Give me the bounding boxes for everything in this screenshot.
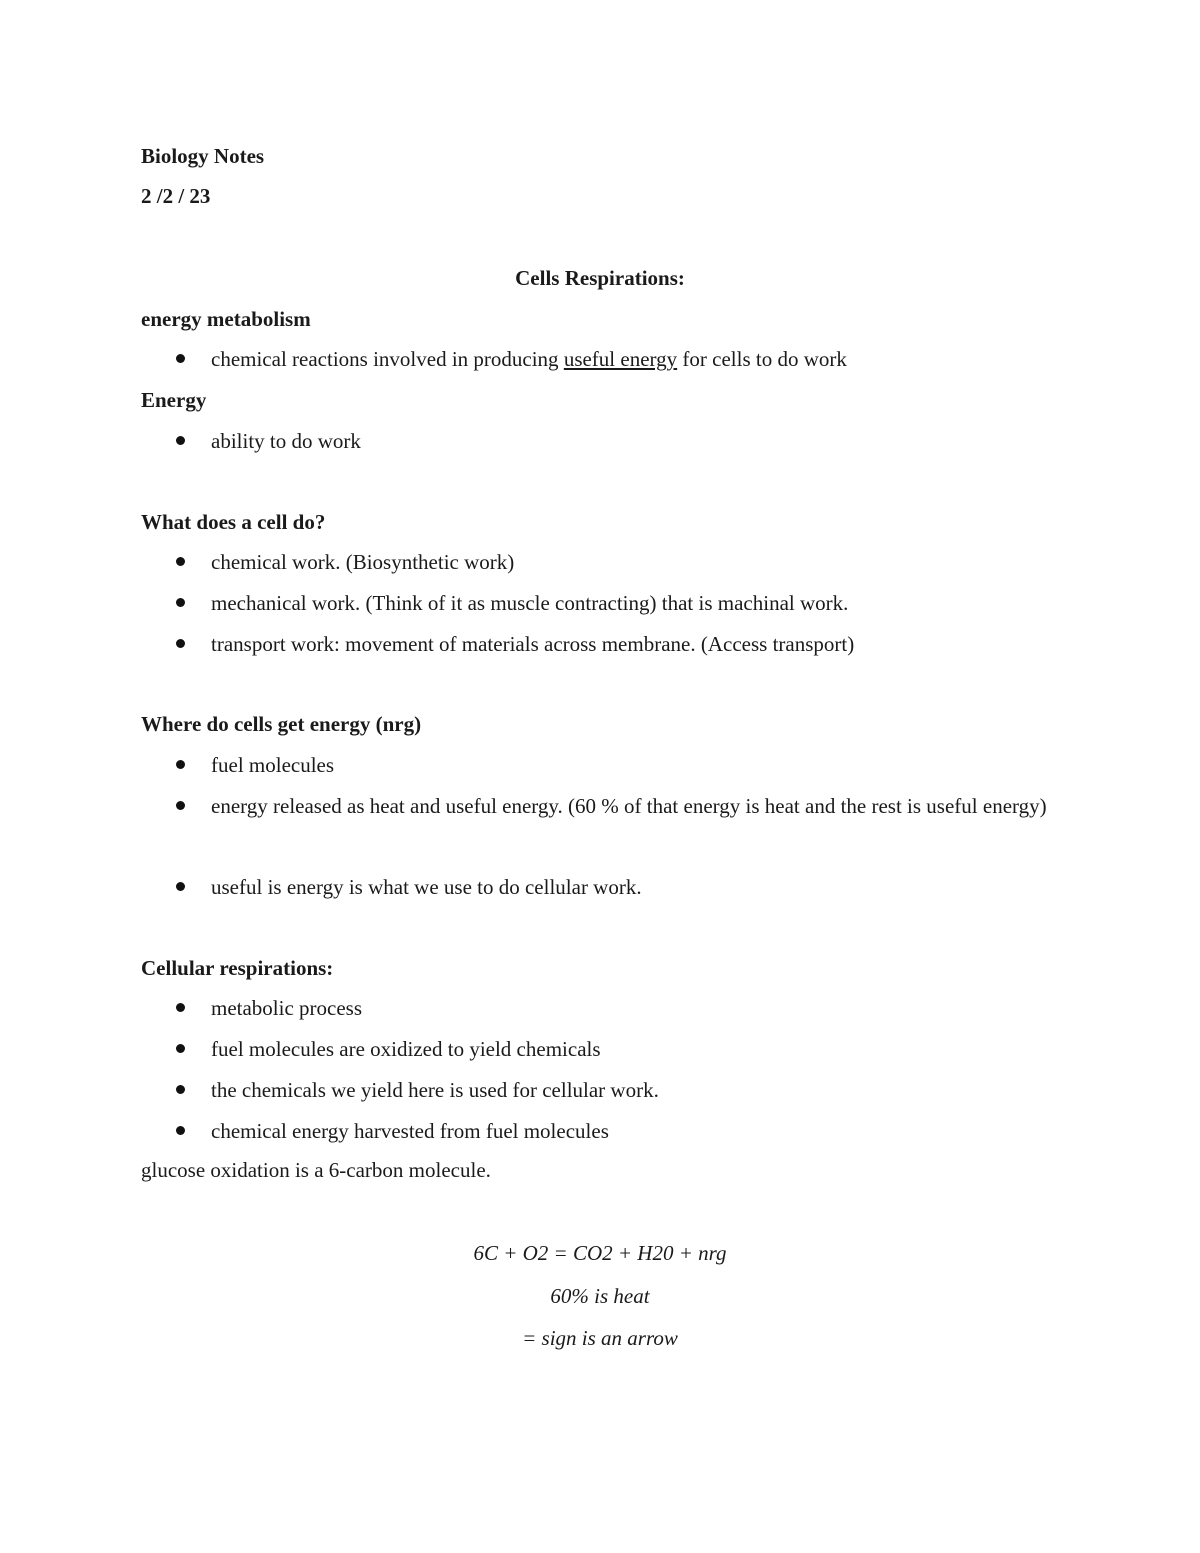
section-heading-what-cell-do: What does a cell do? xyxy=(141,510,326,534)
list-item-text: the chemicals we yield here is used for cellular work. xyxy=(211,1078,659,1102)
bullet-icon xyxy=(176,598,185,607)
list-item-text: ability to do work xyxy=(211,429,361,453)
equation-note-arrow: = sign is an arrow xyxy=(522,1326,678,1350)
bullet-icon xyxy=(176,1126,185,1135)
section-heading-where-energy: Where do cells get energy (nrg) xyxy=(141,712,422,736)
list-item-text: metabolic process xyxy=(211,996,363,1020)
equation-note-heat: 60% is heat xyxy=(550,1284,650,1308)
bullet-icon xyxy=(176,801,185,810)
list-item-text: chemical energy harvested from fuel molecules xyxy=(211,1119,609,1143)
section-heading-cellular-respirations: Cellular respirations: xyxy=(141,956,334,980)
list-item-text: fuel molecules are oxidized to yield chemicals xyxy=(211,1037,601,1061)
list-item-text: energy released as heat and useful energy. (60 % of that energy is heat and the rest is useful energy) xyxy=(211,794,1047,818)
bullet-icon xyxy=(176,639,185,648)
list-item-text: chemical work. (Biosynthetic work) xyxy=(211,550,515,574)
document-title: Biology Notes xyxy=(141,144,265,168)
bullet-icon xyxy=(176,557,185,566)
bullet-icon xyxy=(176,436,185,445)
section-heading-energy-metabolism: energy metabolism xyxy=(141,307,311,331)
list-item-text: chemical reactions involved in producing useful energy for cells to do work xyxy=(211,347,847,371)
bullet-icon xyxy=(176,1085,185,1094)
bullet-icon xyxy=(176,1044,185,1053)
list-item-text: useful is energy is what we use to do cellular work. xyxy=(211,875,642,899)
document-date: 2 /2 / 23 xyxy=(141,184,211,208)
paragraph-note: glucose oxidation is a 6-carbon molecule. xyxy=(141,1158,491,1182)
list-item-text: fuel molecules xyxy=(211,753,335,777)
bullet-icon xyxy=(176,882,185,891)
bullet-icon xyxy=(176,1003,185,1012)
bullet-icon xyxy=(176,354,185,363)
list-item-text: mechanical work. (Think of it as muscle contracting) that is machinal work. xyxy=(211,591,849,615)
section-heading-energy: Energy xyxy=(141,388,207,412)
bullet-icon xyxy=(176,760,185,769)
equation-formula: 6C + O2 = CO2 + H20 + nrg xyxy=(473,1241,727,1265)
main-heading: Cells Respirations: xyxy=(515,266,685,290)
list-item-text: transport work: movement of materials across membrane. (Access transport) xyxy=(211,632,855,656)
